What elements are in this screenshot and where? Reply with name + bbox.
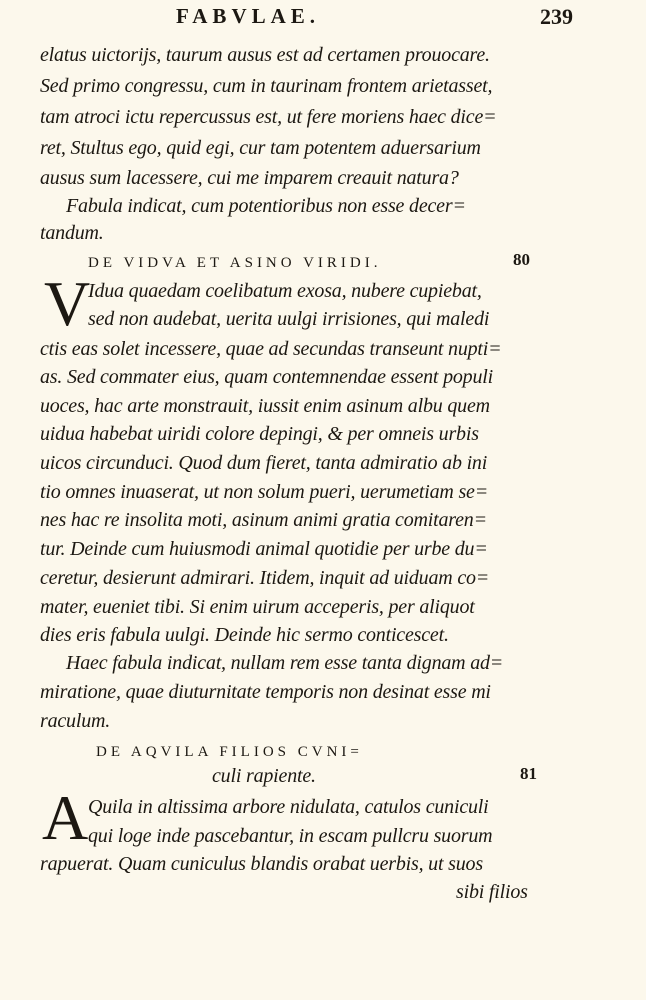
page-number: 239 [540,4,573,29]
text-line: ausus sum lacessere, cui me imparem creauit natura? [40,167,459,189]
text-line: tam atroci ictu repercussus est, ut fere moriens haec dice= [40,106,497,128]
text-line: nes hac re insolita moti, asinum animi gratia comitaren= [40,509,487,531]
text-line: tur. Deinde cum huiusmodi animal quotidie per urbe du= [40,538,488,560]
text-line: ctis eas solet incessere, quae ad secundas transeunt nupti= [40,338,502,360]
text-line: uicos circunduci. Quod dum fieret, tanta admiratio ab ini [40,452,488,474]
fable-number: 81 [520,764,537,783]
text-line: tio omnes inuaserat, ut non solum pueri, uerumetiam se= [40,481,489,503]
catchword: sibi filios [456,881,528,903]
text-line: elatus uictorijs, taurum ausus est ad certamen prouocare. [40,44,490,66]
text-line: uidua habebat uiridi colore depingi, & per omneis urbis [40,423,479,445]
text-line: ceretur, desierunt admirari. Itidem, inquit ad uiduam co= [40,567,490,589]
text-line: dies eris fabula uulgi. Deinde hic sermo conticescet. [40,624,449,646]
text-line: sed non audebat, uerita uulgi irrisiones, qui maledi [88,308,490,330]
moral-line: Fabula indicat, cum potentioribus non esse decer= [66,195,466,217]
fable-number: 80 [513,250,530,269]
drop-capital: A [42,782,89,853]
text-line: rapuerat. Quam cuniculus blandis orabat uerbis, ut suos [40,853,483,875]
text-line: uoces, hac arte monstrauit, iussit enim asinum albu quem [40,395,490,417]
text-line: mater, eueniet tibi. Si enim uirum acceperis, per aliquot [40,596,475,618]
fable-heading: DE VIDVA ET ASINO VIRIDI. [88,255,382,271]
text-line: raculum. [40,710,111,732]
drop-capital: V [44,268,91,339]
text-line: as. Sed commater eius, quam contemnendae essent populi [40,366,493,388]
text-line: ret, Stultus ego, quid egi, cur tam potentem aduersarium [40,137,481,159]
fable-heading: DE AQVILA FILIOS CVNI= [96,744,363,760]
text-line: Idua quaedam coelibatum exosa, nubere cupiebat, [88,280,482,302]
text-line: qui loge inde pascebantur, in escam pullcru suorum [88,825,493,847]
running-title: FABVLAE. [176,4,321,28]
moral-line: Haec fabula indicat, nullam rem esse tanta dignam ad= [66,652,504,674]
text-line: miratione, quae diuturnitate temporis non desinat esse mi [40,681,491,703]
text-line: Sed primo congressu, cum in taurinam frontem arietasset, [40,75,493,97]
fable-subheading: culi rapiente. [212,765,316,787]
text-line: Quila in altissima arbore nidulata, catulos cuniculi [88,796,489,818]
text-line: tandum. [40,222,104,244]
